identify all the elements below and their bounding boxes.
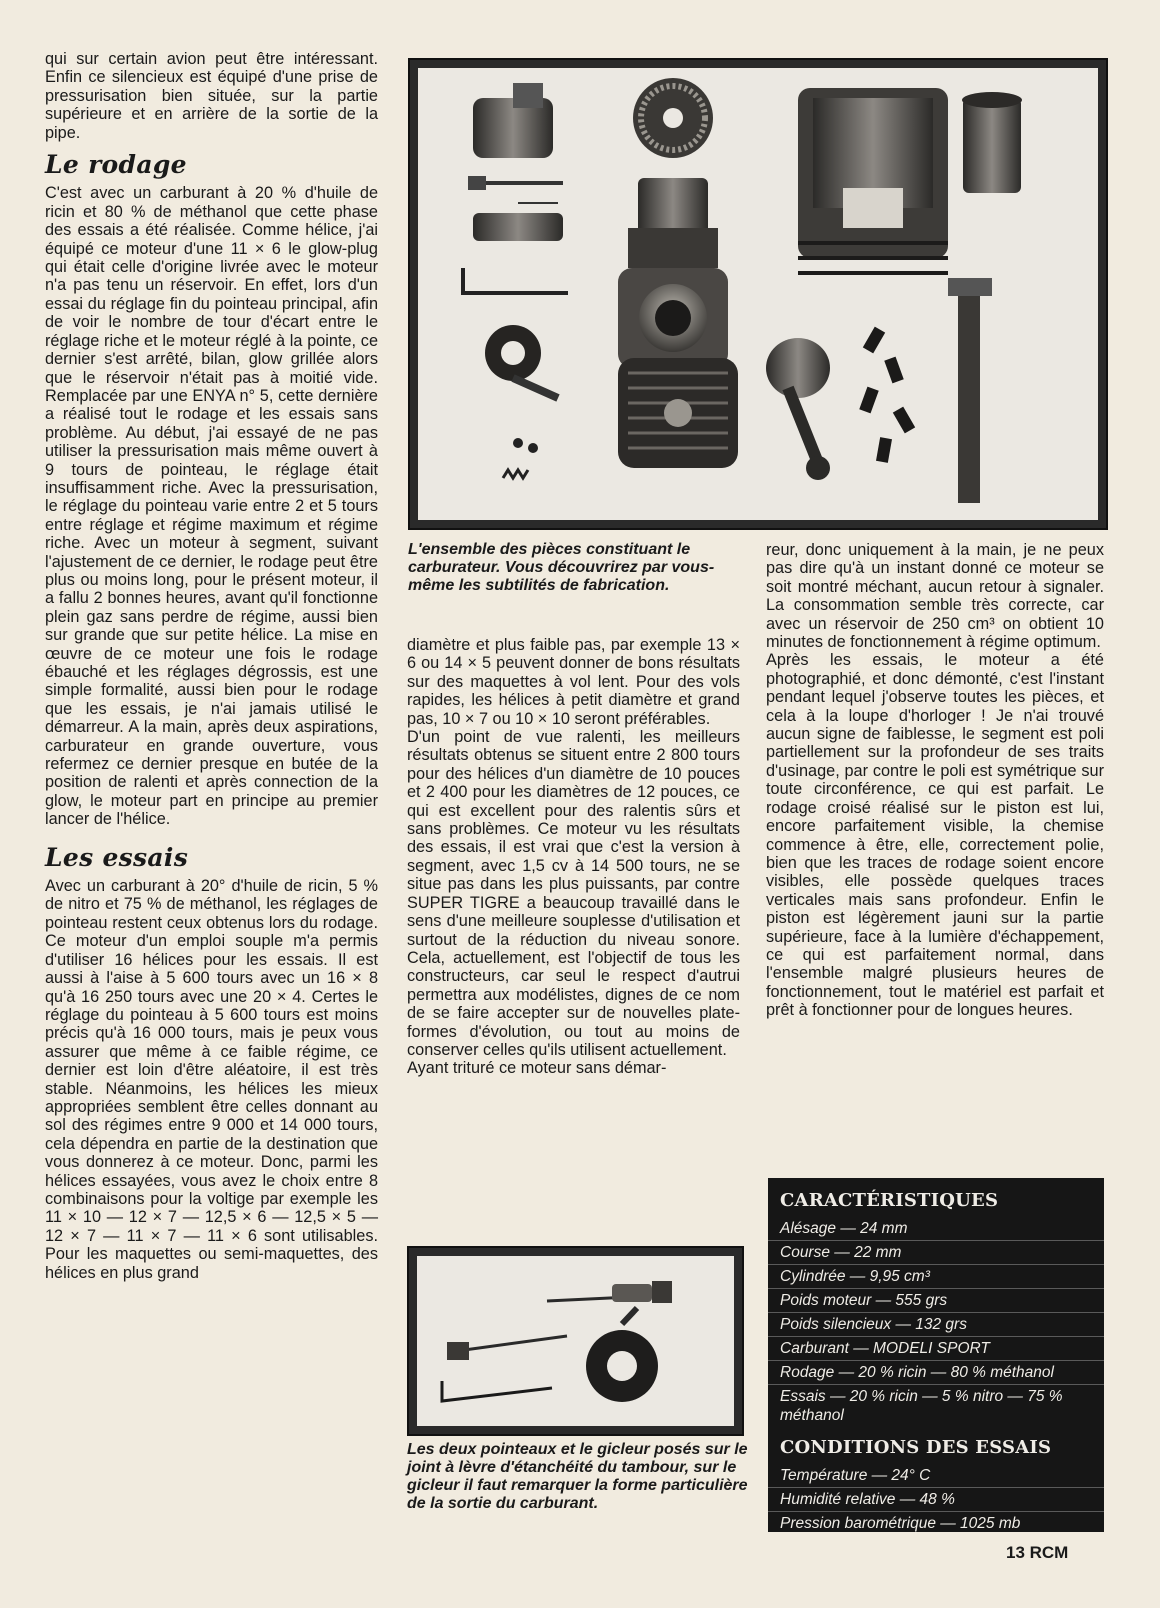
- specifications-box: [768, 1178, 1104, 1532]
- conditions-list: [768, 1464, 1104, 1535]
- spec-row-tests: Essais — 20 % ricin — 5 % nitro — 75 % méthanol: [768, 1384, 1104, 1427]
- spec-row-stroke: Course — 22 mm: [768, 1240, 1104, 1264]
- specs-title: CARACTÉRISTIQUES: [780, 1190, 999, 1211]
- needles-photo: [407, 1246, 744, 1436]
- condition-row-pressure: Pression barométrique — 1025 mb: [768, 1511, 1104, 1535]
- spec-row-silencer-weight: Poids silencieux — 132 grs: [768, 1312, 1104, 1336]
- rodage-paragraph: C'est avec un carburant à 20 % d'huile de ricin et 80 % de méthanol que cette phase des essais a été réalisée. Comme hélice, j'ai équipé ce moteur d'une 11 × 6 le glow-plug qui était celle d'origine livrée avec le moteur n'a pas tenu un réservoir. En effet, lors d'un essai du réglage fin du pointeau principal, afin de voir le nombre de tour d'écart entre le réglage riche et le moteur réglé à la pointe, ce dernier s'est arrêté, bilan, glow grillée alors que le réservoir n'était pas à moitié vide. Remplacée par une ENYA n° 5, cette dernière a réalisé tout le rodage et les essais sans problème. Au début, j'ai essayé de ne pas utiliser la pressurisation mais même ouvert à 9 tours de pointeau, le réglage était insuffisamment riche. Avec la pressurisation, le réglage du pointeau varie entre 2 et 5 tours entre réglage et régime maximum et régime riche. Avec un moteur à segment, suivant l'ajustement de ce dernier, le rodage peut être plus ou moins long, pour le présent moteur, il a fallu 2 bonnes heures, avant qu'il fonctionne plein gaz sans perdre de régime, aussi bien sur grande que sur petite hélice. La mise en œuvre de ce moteur une fois le rodage ébauché et les réglages dégrossis, est une simple formalité, aussi bien pour le rodage que les essais, je n'ai jamais utilisé le démarreur. A la main, après deux aspirations, carburateur en grande ouverture, vous refermez ce dernier presque en butée de la position de ralenti et après connection de la glow, le moteur part en principe au premier lancer de l'hélice.: [45, 184, 378, 829]
- caption-carburetor: L'ensemble des pièces constituant le carburateur. Vous découvrirez par vous-même les subtilités de fabrication.: [408, 541, 715, 594]
- middle-paragraph-3: Ayant trituré ce moteur sans démar-: [407, 1059, 667, 1078]
- spec-row-displacement: Cylindrée — 9,95 cm³: [768, 1264, 1104, 1288]
- column-right: [766, 541, 1104, 1020]
- column-middle: [407, 636, 740, 1078]
- spec-row-fuel: Carburant — MODELI SPORT: [768, 1336, 1104, 1360]
- spec-row-engine-weight: Poids moteur — 555 grs: [768, 1288, 1104, 1312]
- condition-row-temperature: Température — 24° C: [780, 1467, 931, 1484]
- middle-paragraph-2: D'un point de vue ralenti, les meilleurs résultats obtenus se situent entre 2 800 tours pour des hélices d'un diamètre de 10 pouces et 2 400 pour les diamètres de 12 pouces, ce qui est excellent pour des ralentis sûrs et sans problèmes. Ce moteur vu les résultats des essais, il est vrai que c'est la version à segment, avec 1,5 cv à 14 500 tours, ne se situe pas dans les plus puissants, par contre SUPER TIGRE a beaucoup travaillé dans le sens d'une meilleure souplesse d'utilisation et surtout de la réduction du niveau sonore. Cela, actuellement, est l'objectif de tous les constructeurs, car seul le respect d'autrui permettra aux modélistes, dignes de ce nom de se faire accepter sur de nouvelles plate-formes d'évolution, ou tout au moins de conserver celles qu'ils utilisent actuellement.: [407, 728, 740, 1059]
- specs-list: [768, 1217, 1104, 1427]
- essais-paragraph: Avec un carburant à 20° d'huile de ricin, 5 % de nitro et 75 % de méthanol, les réglages de pointeau restent ceux obtenus lors du rodage. Ce moteur d'un emploi souple m'a permis d'utiliser 16 hélices pour les essais. Il est aussi à l'aise à 5 600 tours avec un 16 × 8 qu'à 16 250 tours avec une 20 × 4. Certes le réglage du pointeau à 5 600 tours est moins précis qu'à 16 000 tours, mais je peux vous assurer que même à ce faible régime, ce dernier est loin d'être aléatoire, il est très stable. Néanmoins, les hélices les mieux appropriées semblent être celles donnant au sol des régimes entre 9 000 et 14 000 tours, cela dépendra en partie de la destination que vous donnerez à ce moteur. Donc, parmi les hélices essayées, vous avez le choix entre 8 combinaisons pour la voltige par exemple les 11 × 10 — 12 × 7 — 12,5 × 6 — 12,5 × 5 — 12 × 7 — 11 × 7 — 11 × 6 sont utilisables. Pour les maquettes ou semi-maquettes, des hélices en plus grand: [45, 877, 378, 1282]
- carburetor-parts-photo: [408, 58, 1108, 530]
- intro-paragraph: qui sur certain avion peut être intéressant. Enfin ce silencieux est équipé d'une prise de pressurisation bien située, sur la partie supérieure et en arrière de la sortie de la pipe.: [45, 50, 378, 142]
- conditions-title: CONDITIONS DES ESSAIS: [780, 1437, 1052, 1458]
- column-left: [45, 50, 378, 1282]
- heading-essais: Les essais: [45, 842, 189, 872]
- right-paragraph-2: Après les essais, le moteur a été photographié, et donc démonté, c'est l'instant pendant lequel j'observe toutes les pièces, et cela à la loupe d'horloger ! Je n'ai trouvé aucun signe de faiblesse, le segment est poli partiellement sur la profondeur de ses traits d'usinage, par contre le poli est symétrique sur toute circonférence, ce qui est parfait. Le rodage croisé réalisé sur le piston est lui, encore parfaitement visible, la chemise commence à être, elle, correctement polie, bien que les traces de rodage soient encore visibles, elle possède quelques traces verticales mais sans profondeur. Enfin le piston est légèrement jauni sur la partie supérieure, face à la lumière d'échappement, ce qui est parfaitement normal, dans l'ensemble malgré plusieurs heures de fonctionnement, tout le matériel est parfait et prêt à fonctionner pour de longues heures.: [766, 651, 1104, 1020]
- heading-rodage: Le rodage: [45, 150, 187, 180]
- caption-needles: Les deux pointeaux et le gicleur posés sur le joint à lèvre d'étanchéité du tambour, sur le gicleur il faut remarquer la forme particulière de la sortie du carburant.: [407, 1441, 748, 1512]
- spec-row-bore: Alésage — 24 mm: [780, 1220, 908, 1237]
- engine-parts-image: [418, 68, 1094, 516]
- page-number: 13 RCM: [1006, 1543, 1069, 1562]
- right-paragraph-1: reur, donc uniquement à la main, je ne peux pas dire qu'à un instant donné ce moteur se soit montré méchant, aucun retour à signaler. La consommation semble très correcte, car avec un réservoir de 250 cm³ on obtient 10 minutes de fonctionnement à régime optimum.: [766, 541, 1104, 652]
- spec-row-running-in: Rodage — 20 % ricin — 80 % méthanol: [768, 1360, 1104, 1384]
- condition-row-humidity: Humidité relative — 48 %: [768, 1487, 1104, 1511]
- middle-paragraph-1: diamètre et plus faible pas, par exemple 13 × 6 ou 14 × 5 peuvent donner de bons résultats sur des maquettes à vol lent. Pour des vols rapides, les hélices à petit diamètre et grand pas, 10 × 7 ou 10 × 10 seront préférables.: [407, 636, 740, 728]
- needles-image: [417, 1256, 730, 1422]
